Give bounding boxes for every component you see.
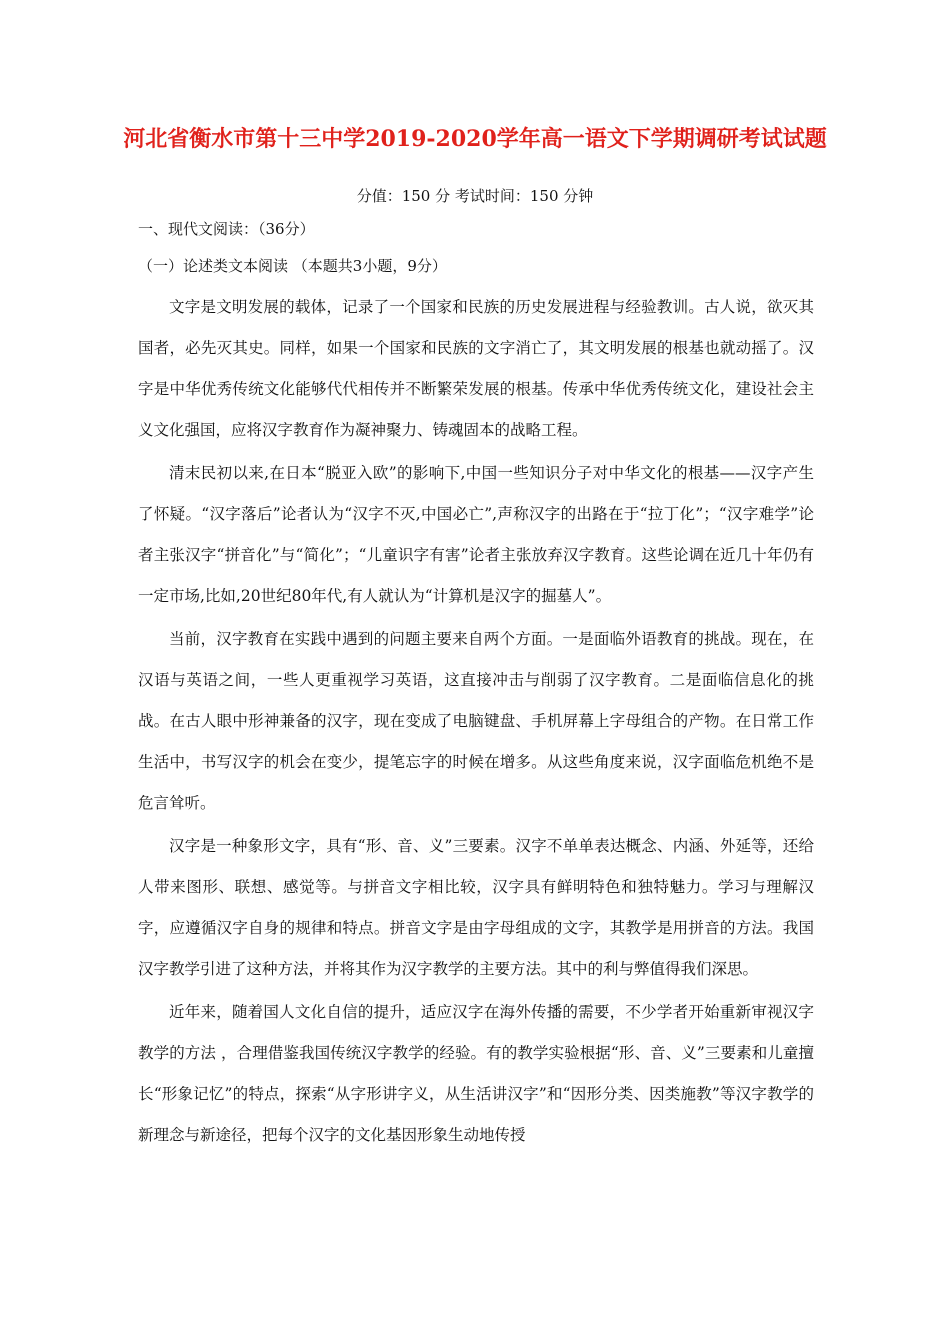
paragraph: 文字是文明发展的载体，记录了一个国家和民族的历史发展进程与经验教训。古人说，欲灭其国者，必先灭其史。同样，如果一个国家和民族的文字消亡了，其文明发展的根基也就动摇了。汉字是中华优秀传统文化能够代代相传并不断繁荣发展的根基。传承中华优秀传统文化，建设社会主义文化强国，应将汉字教育作为凝神聚力、铸魂固本的战略工程。 bbox=[138, 298, 814, 439]
paragraph: 汉字是一种象形文字，具有“形、音、义”三要素。汉字不单单表达概念、内涵、外延等，还给人带来图形、联想、感觉等。与拼音文字相比较，汉字具有鲜明特色和独特魅力。学习与理解汉字，应遵循汉字自身的规律和特点。拼音文字是由字母组成的文字，其教学是用拼音的方法。我国汉字教学引进了这种方法，并将其作为汉字教学的主要方法。其中的利与弊值得我们深思。 bbox=[138, 837, 814, 978]
exam-info: 分值：150 分 考试时间：150 分钟 bbox=[356, 187, 594, 205]
reading-passage bbox=[138, 287, 814, 1156]
section-heading: 一、现代文阅读：（36分） bbox=[138, 220, 315, 238]
paragraph: 清末民初以来,在日本“脱亚入欧”的影响下,中国一些知识分子对中华文化的根基——汉字产生了怀疑。“汉字落后”论者认为“汉字不灭,中国必亡”,声称汉字的出路在于“拉丁化”；“汉字难学”论者主张汉字“拼音化”与“简化”；“儿童识字有害”论者主张放弃汉字教育。这些论调在近几十年仍有一定市场,比如,20世纪80年代,有人就认为“计算机是汉字的掘墓人”。 bbox=[138, 464, 814, 605]
subsection-heading: （一）论述类文本阅读 （本题共3小题，9分） bbox=[138, 257, 447, 275]
paragraph: 当前，汉字教育在实践中遇到的问题主要来自两个方面。一是面临外语教育的挑战。现在，在汉语与英语之间，一些人更重视学习英语，这直接冲击与削弱了汉字教育。二是面临信息化的挑战。在古人眼中形神兼备的汉字，现在变成了电脑键盘、手机屏幕上字母组合的产物。在日常工作生活中，书写汉字的机会在变少，提笔忘字的时候在增多。从这些角度来说，汉字面临危机绝不是危言耸听。 bbox=[138, 630, 814, 812]
document-title: 河北省衡水市第十三中学2019-2020学年高一语文下学期调研考试试题 bbox=[123, 126, 827, 152]
paragraph: 近年来，随着国人文化自信的提升，适应汉字在海外传播的需要，不少学者开始重新审视汉字教学的方法 ，合理借鉴我国传统汉字教学的经验。有的教学实验根据“形、音、义”三要素和儿童擅长“形象记忆”的特点，探索“从字形讲字义，从生活讲汉字”和“因形分类、因类施教”等汉字教学的新理念与新途径，把每个汉字的文化基因形象生动地传授 bbox=[138, 1003, 814, 1144]
